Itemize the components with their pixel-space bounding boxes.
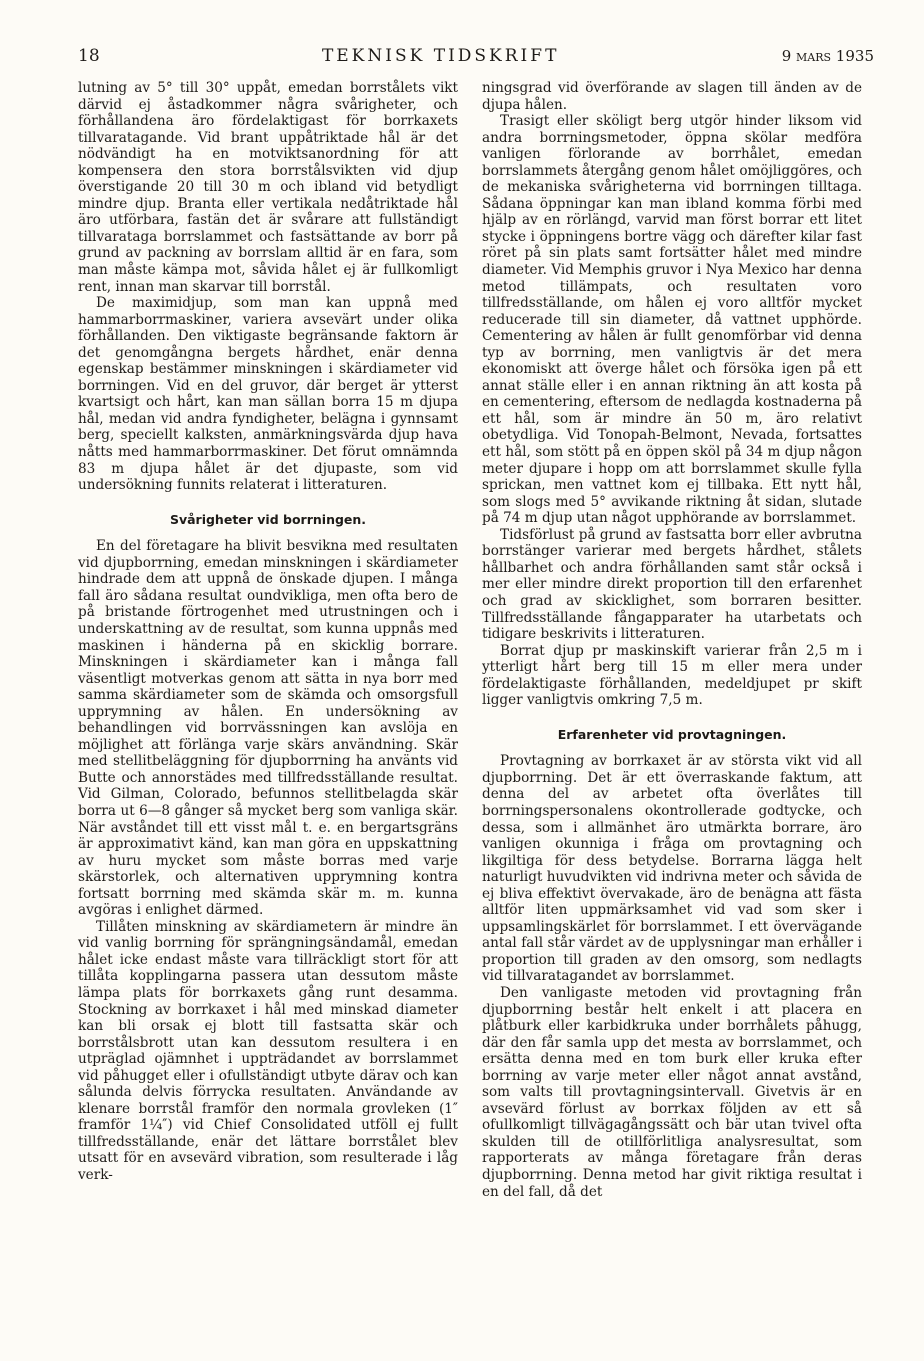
running-header bbox=[78, 46, 874, 72]
paragraph: Borrat djup pr maskinskift varierar från 2,5 m i ytterligt hårt berg till 15 m eller mera under fördelaktigaste förhållanden, medeldjupet pr skift ligger vanligtvis omkring 7,5 m. bbox=[482, 642, 862, 709]
issue-date: 9 mars 1935 bbox=[781, 47, 874, 65]
paragraph: Provtagning av borrkaxet är av största vikt vid all djupborrning. Det är ett överraskande faktum, att denna del av arbetet ofta överlåtes till borrningspersonalens okontrollerade godtycke, och dessa, som i allmänhet äro utmärkta borrare, äro vanligen okunniga i fråga om provtagning och likgiltiga för dess betydelse. Borrarna lägga helt naturligt huvudvikten vid indrivna meter och såvida de ej bliva effektivt övervakade, äro de benägna att fästa alltför liten uppmärksamhet vid vad som sker i uppsamlingskärlet för borrslammet. I ett övervägande antal fall står värdet av de upplysningar man erhåller i proportion till graden av den omsorg, som nedlagts vid tillvaratagandet av borrslammet. bbox=[482, 753, 862, 985]
section-heading: Svårigheter vid borrningen. bbox=[169, 511, 367, 527]
journal-title: TEKNISK TIDSKRIFT bbox=[321, 46, 560, 66]
paragraph: ningsgrad vid överförande av slagen till änden av de djupa hålen. bbox=[482, 80, 862, 113]
section-heading: Erfarenheter vid provtagningen. bbox=[557, 726, 787, 742]
paragraph: Den vanligaste metoden vid provtagning från djupborrning består helt enkelt i att placera en plåtburk eller karbidkruka under borrhålets påhugg, där den får samla upp det mesta av borrslammet, och ersätta denna med en tom burk eller kruka efter borrning av varje meter eller något annat avstånd, som valts till provtagningsintervall. Givetvis är en avsevärd förlust av borrkax följden av ett så ofullkomligt tillvägagångssätt och bär utan tvivel ofta skulden till de otillförlitliga analysresultat, som rapporterats av många företagare från deras djupborrning. Denna metod har givit riktiga resultat i en del fall, då det bbox=[482, 984, 862, 1200]
page-number: 18 bbox=[78, 46, 100, 66]
paragraph: Tillåten minskning av skärdiametern är mindre än vid vanlig borrning för sprängningsändamål, emedan hålet icke endast måste vara tillräckligt stort för att tillåta kopplingarna passera utan dessutom måste lämpa plats för borrkaxets gång runt desamma. Stockning av borrkaxet i hål med minskad diameter kan bli orsak ej blott till fastsatta skär och borrstålsbrott utan kan dessutom resultera i en utpräglad ojämnhet i uppträdandet av borrslammet vid påhugget eller i ofullständigt utbyte därav och kan sålunda delvis förrycka resultaten. Användande av klenare borrstål framför den normala grovleken (1″ framför 1¼″) vid Chief Consolidated utföll ej fullt tillfredsställande, enär det lättare borrstålet blev utsatt för en avsevärd vibration, som resulterade i låg verk- bbox=[78, 918, 458, 1183]
paragraph: De maximidjup, som man kan uppnå med hammarborrmaskiner, variera avsevärt under olika förhållanden. Den viktigaste begränsande faktorn är det genomgångna bergets hårdhet, enär denna egenskap bestämmer minskningen i skärdiameter vid borrningen. Vid en del gruvor, där berget är ytterst kvartsigt och hårt, kan man sällan borra 15 m djupa hål, medan vid andra fyndigheter, belägna i gynnsamt berg, speciellt kalksten, anmärkningsvärda djup hava nåtts med hammarborrmaskiner. Det förut omnämnda 83 m djupa hålet är det djupaste, som vid undersökning funnits relaterat i litteraturen. bbox=[78, 295, 458, 494]
paragraph: Trasigt eller sköligt berg utgör hinder liksom vid andra borrningsmetoder, öppna skölar medföra vanligen förlorande av borrhålet, emedan borrslammets återgång genom hålet omöjliggöres, och de mekaniska svårigheterna vid borrningen tilltaga. Sådana öppningar kan man ibland komma förbi med hjälp av en rörlängd, varvid man först borrar ett litet stycke i öppningens bortre vägg och därefter kilar fast röret på sin plats samt fortsätter hålet med mindre diameter. Vid Memphis gruvor i Nya Mexico har denna metod tillämpats, och resultaten voro tillfredsställande, om hålen ej voro alltför mycket reducerade till sin diameter, då vattnet upphörde. Cementering av hålen är fullt genomförbar vid denna typ av borrning, men vanligtvis är det mera ekonomiskt att överge hålet och försöka igen på ett annat ställe eller i en annan riktning än att kosta på en cementering, eftersom de nedlagda kostnaderna på ett hål, som är mindre än 50 m, äro relativt obetydliga. Vid Tonopah-Belmont, Nevada, fortsattes ett hål, som stött på en öppen sköl på 34 m djup någon meter djupare i hopp om att borrslammet skulle fylla sprickan, men vattnet kom ej tillbaka. Ett nytt hål, som slogs med 5° avvikande riktning åt sidan, slutade på 74 m djup utan något upphörande av borrslammet. bbox=[482, 113, 862, 527]
left-column bbox=[78, 80, 458, 1184]
paragraph: En del företagare ha blivit besvikna med resultaten vid djupborrning, emedan minskningen i skärdiameter hindrade dem att uppnå de önskade djupen. I många fall äro sådana resultat oundvikliga, men ofta bero de på bristande förtrogenhet med utrustningen och i underskattning av de resultat, som kunna uppnås med maskinen i händerna på en skicklig borrare. Minskningen i skärdiameter kan i många fall väsentligt motverkas genom att sätta in nya borr med samma skärdiameter som de skämda och omsorgsfull upprymning av hålen. En undersökning av behandlingen vid borrvässningen kan avslöja en möjlighet att förlänga varje skärs användning. Skär med stellitbeläggning för djupborrning ha använts vid Butte och annorstädes med tillfredsställande resultat. Vid Gilman, Colorado, befunnos stellitbelagda skär borra ut 6—8 gånger så mycket berg som vanliga skär. När avståndet till ett visst mål t. e. en bergartsgräns är approximativt känd, kan man göra en uppskattning av huru mycket som måste borras med varje skärstorlek, och alternativen upprymning kontra fortsatt borrning med skämda skär m. m. kunna avgöras i enlighet därmed. bbox=[78, 538, 458, 919]
paragraph: lutning av 5° till 30° uppåt, emedan borrstålets vikt därvid ej åstadkommer några svårigheter, och förhållandena äro fördelaktigast för borrkaxets tillvaratagande. Vid brant uppåtriktade hål är det nödvändigt ha en motviktsanordning för att kompensera den stora borrstålsvikten vid djup överstigande 20 till 30 m och ibland vid betydligt mindre djup. Branta eller vertikala nedåtriktade hål äro utförbara, fastän det är svårare att fullständigt tillvarataga borrslammet och fastsättande av borr på grund av packning av borrslam alltid är en fara, som man måste kämpa mot, såvida hålet ej är fullkomligt rent, innan man skarvar till borrstål. bbox=[78, 80, 458, 295]
paragraph: Tidsförlust på grund av fastsatta borr eller avbrutna borrstänger varierar med bergets hårdhet, stålets hållbarhet och andra förhållanden samt står också i mer eller mindre direkt proportion till den erfarenhet och grad av skicklighet, som borraren besitter. Tillfredsställande fångapparater ha utarbetats och tidigare beskrivits i litteraturen. bbox=[482, 526, 862, 643]
right-column bbox=[482, 80, 862, 1200]
